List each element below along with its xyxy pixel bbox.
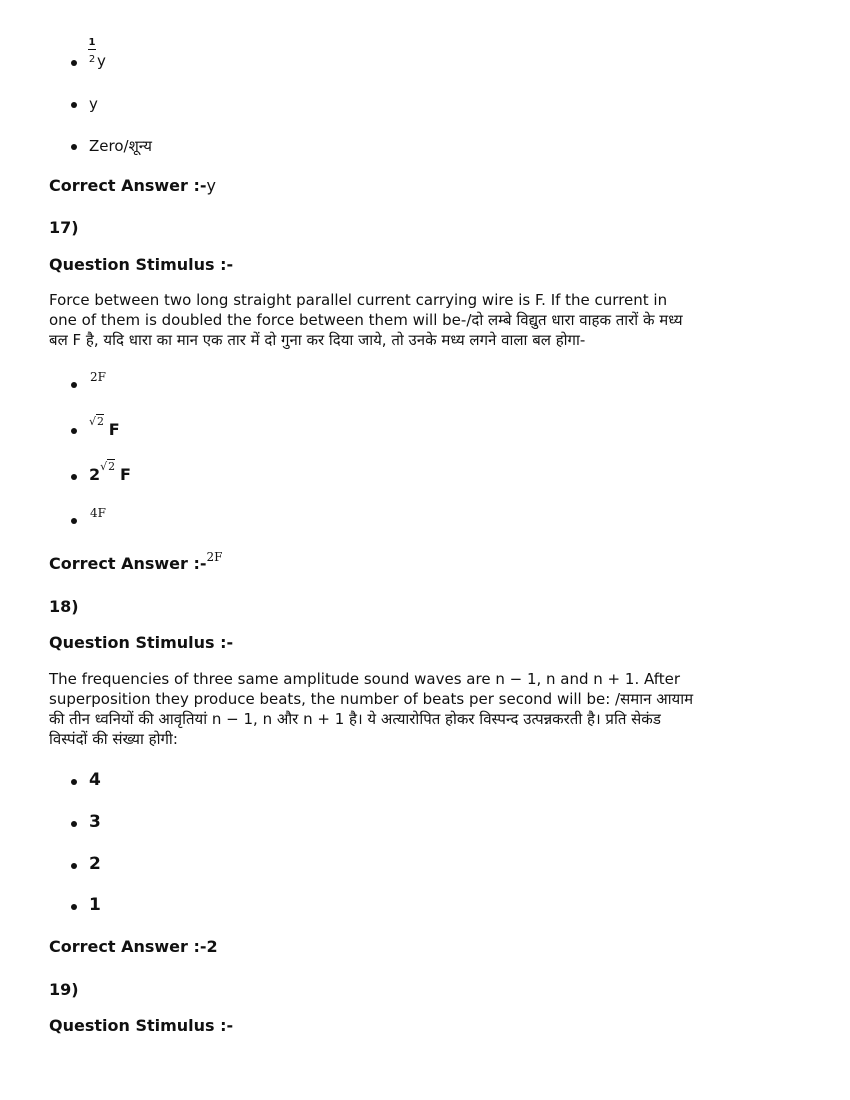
bullet-icon [71,821,77,827]
option-text: y [89,95,98,113]
stimulus-line: The frequencies of three same amplitude sound waves are n − 1, n and n + 1. After [49,670,680,688]
correct-answer-value: 2F [206,550,223,564]
question-number: 18) [49,597,79,616]
bullet-icon [71,428,77,434]
stimulus-line: superposition they produce beats, the number of beats per second will be: /समान आयाम [49,690,694,708]
question-stimulus-text [49,669,809,749]
fraction-option [88,37,106,70]
option-text: 3 [89,812,101,832]
option-prefix: 2 [89,465,101,484]
sqrt-option [89,415,120,439]
fraction-variable: y [97,52,106,70]
option-text: 2 [89,854,101,874]
question-stimulus-label: Question Stimulus :- [49,1016,234,1035]
option-text: 4F [90,506,106,520]
correct-answer-value: y [206,176,216,195]
bullet-icon [71,863,77,869]
correct-answer-label: Correct Answer :- [49,176,207,195]
bullet-icon [71,382,77,388]
bullet-icon [71,60,77,66]
correct-answer-label: Correct Answer :- [49,937,207,956]
correct-answer [49,176,216,195]
option-text: 1 [89,895,101,915]
sqrt-expression [100,460,115,473]
stimulus-line: one of them is doubled the force between them will be-/दो लम्बे विद्युत धारा वाहक तारों के मध्य [49,311,683,329]
sqrt-option [89,460,131,484]
question-stimulus-text [49,290,809,350]
fraction-bar [88,49,96,50]
option-text: Zero/शून्य [89,137,152,155]
bullet-icon [71,144,77,150]
stimulus-line: बल F है, यदि धारा का मान एक तार में दो गुना कर दिया जाये, तो उनके मध्य लगने वाला बल होगा- [49,331,586,349]
option-text: 4 [89,770,101,790]
bullet-icon [71,779,77,785]
stimulus-line: की तीन ध्वनियों की आवृतियां n − 1, n और n + 1 है। ये अत्यारोपित होकर विस्पन्द उत्पन्नकरती है। प्रति सेकंड [49,710,661,728]
stimulus-line: Force between two long straight parallel current carrying wire is F. If the current in [49,291,668,309]
correct-answer [49,937,218,956]
bullet-icon [71,474,77,480]
question-number: 19) [49,980,79,999]
sqrt-symbol-icon: √ [100,460,108,473]
correct-answer-label: Correct Answer :- [49,554,207,573]
question-number: 17) [49,218,79,237]
option-suffix: F [119,465,131,484]
option-text: 2F [90,370,106,384]
sqrt-expression [89,415,104,428]
stimulus-line: विस्पंदों की संख्या होगी: [49,730,178,748]
fraction-numerator: 1 [88,37,96,48]
sqrt-radicand: 2 [97,415,105,428]
bullet-icon [71,518,77,524]
sqrt-symbol-icon: √ [89,415,97,428]
bullet-icon [71,904,77,910]
fraction-denominator: 2 [88,54,96,65]
question-stimulus-label: Question Stimulus :- [49,255,234,274]
question-stimulus-label: Question Stimulus :- [49,633,234,652]
correct-answer-value: 2 [206,937,218,956]
sqrt-radicand: 2 [108,460,116,473]
correct-answer [49,550,223,573]
bullet-icon [71,102,77,108]
option-suffix: F [108,420,120,439]
